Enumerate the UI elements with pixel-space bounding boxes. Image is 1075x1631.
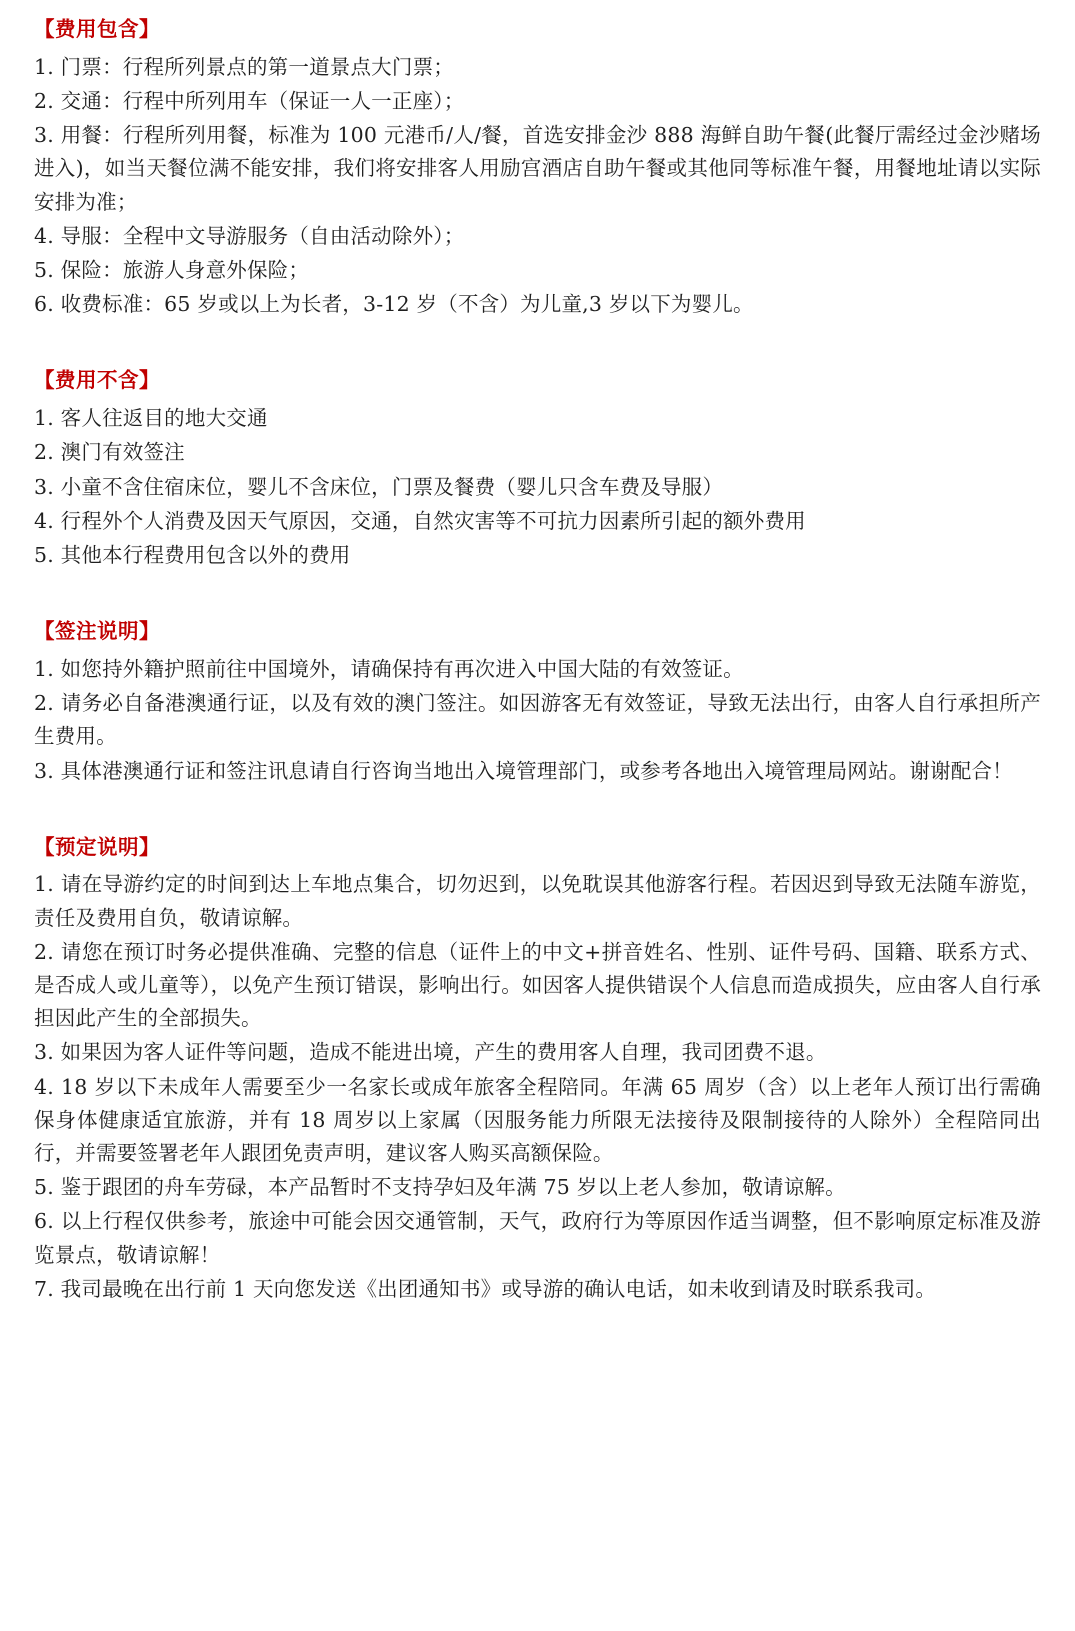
list-item: 3. 如果因为客人证件等问题，造成不能进出境，产生的费用客人自理，我司团费不退。 <box>34 1040 827 1065</box>
list-item: 2. 请您在预订时务必提供准确、完整的信息（证件上的中文+拼音姓名、性别、证件号码、国籍、联系方式、是否成人或儿童等），以免产生预订错误，影响出行。如因客人提供错误个人信息而造成损失，应由客人自行承担因此产生的全部损失。 <box>34 939 1041 1031</box>
section-fee-included <box>34 14 1041 321</box>
list-item: 2. 澳门有效签注 <box>34 440 185 465</box>
list-item: 6. 以上行程仅供参考，旅途中可能会因交通管制，天气，政府行为等原因作适当调整，但不影响原定标准及游览景点，敬请谅解！ <box>34 1209 1041 1267</box>
list-item: 5. 其他本行程费用包含以外的费用 <box>34 542 351 567</box>
list-item: 3. 小童不含住宿床位，婴儿不含床位，门票及餐费（婴儿只含车费及导服） <box>34 474 724 499</box>
list-item: 1. 客人往返目的地大交通 <box>34 406 268 431</box>
section-fee-excluded <box>34 365 1041 572</box>
list-item: 1. 请在导游约定的时间到达上车地点集合，切勿迟到，以免耽误其他游客行程。若因迟到导致无法随车游览，责任及费用自负，敬请谅解。 <box>34 872 1041 930</box>
list-item: 2. 交通：行程中所列用车（保证一人一正座）； <box>34 88 465 113</box>
section-heading: 【费用包含】 <box>34 17 160 41</box>
list-item: 4. 18 岁以下未成年人需要至少一名家长或成年旅客全程陪同。年满 65 周岁（含）以上老年人预订出行需确保身体健康适宜旅游，并有 18 周岁以上家属（因服务能力所限无法接待及限制接待的人除外）全程陪同出行，并需要签署老年人跟团免责声明，建议客人购买高额保险。 <box>34 1074 1041 1166</box>
list-item: 7. 我司最晚在出行前 1 天向您发送《出团通知书》或导游的确认电话，如未收到请及时联系我司。 <box>34 1276 937 1301</box>
list-item: 3. 具体港澳通行证和签注讯息请自行咨询当地出入境管理部门，或参考各地出入境管理局网站。谢谢配合！ <box>34 758 1013 783</box>
list-item: 6. 收费标准：65 岁或以上为长者，3-12 岁（不含）为儿童,3 岁以下为婴儿。 <box>34 292 754 317</box>
section-spacer <box>34 802 1041 832</box>
section-spacer <box>34 586 1041 616</box>
list-item: 5. 保险：旅游人身意外保险； <box>34 257 310 282</box>
list-item: 3. 用餐：行程所列用餐，标准为 100 元港币/人/餐，首选安排金沙 888 海鲜自助午餐(此餐厅需经过金沙赌场进入)，如当天餐位满不能安排，我们将安排客人用励宫酒店自助午餐或其他同等标准午餐，用餐地址请以实际安排为准； <box>34 123 1041 214</box>
section-heading: 【费用不含】 <box>34 368 160 393</box>
section-visa-notes <box>34 616 1041 788</box>
list-item: 2. 请务必自备港澳通行证，以及有效的澳门签注。如因游客无有效签证，导致无法出行，由客人自行承担所产生费用。 <box>34 691 1041 749</box>
section-booking-notes <box>34 832 1041 1306</box>
section-heading: 【预定说明】 <box>34 834 160 859</box>
section-heading: 【签注说明】 <box>34 619 160 644</box>
list-item: 1. 门票：行程所列景点的第一道景点大门票； <box>34 54 454 79</box>
section-spacer <box>34 335 1041 365</box>
list-item: 5. 鉴于跟团的舟车劳碌，本产品暂时不支持孕妇及年满 75 岁以上老人参加，敬请谅解。 <box>34 1175 846 1200</box>
list-item: 4. 导服：全程中文导游服务（自由活动除外）； <box>34 223 465 248</box>
list-item: 4. 行程外个人消费及因天气原因，交通，自然灾害等不可抗力因素所引起的额外费用 <box>34 508 806 533</box>
list-item: 1. 如您持外籍护照前往中国境外，请确保持有再次进入中国大陆的有效签证。 <box>34 656 744 681</box>
